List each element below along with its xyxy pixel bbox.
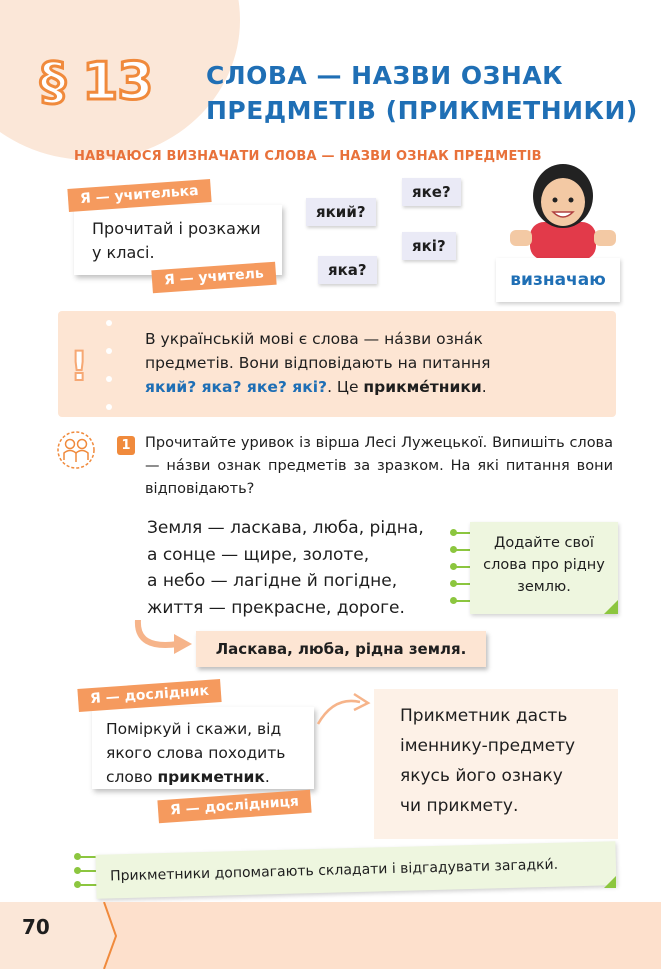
- note-bullet: [450, 580, 457, 587]
- task-number: 1: [117, 436, 135, 455]
- fact-line: Прикметник дасть: [400, 706, 568, 726]
- note-fold-corner: [604, 600, 620, 616]
- arrow-icon: [314, 688, 376, 730]
- rule-dot: [106, 404, 112, 410]
- note-line: Додайте свої: [494, 535, 594, 551]
- girl-face: [541, 178, 585, 226]
- question-card-yake: яке?: [402, 178, 461, 206]
- footer-bullet: [74, 881, 81, 888]
- instruction-line-2: у класі.: [92, 243, 155, 262]
- poem: [147, 515, 424, 621]
- footer-bullet: [74, 853, 81, 860]
- add-words-note: [470, 522, 618, 614]
- rule-dot: [106, 376, 112, 382]
- research-line-2: якого слова походить: [106, 744, 286, 762]
- fact-line: чи прикмету.: [400, 796, 519, 816]
- adjective-fact-box: [374, 689, 618, 839]
- tag-teacher-male: Я — учитель: [151, 262, 276, 294]
- title-line-2: ПРЕДМЕТІВ (ПРИКМЕТНИКИ): [206, 96, 638, 125]
- task-text: Прочитайте уривок із вірша Лесі Лужецької. Випишіть слова — на́зви ознак предметів за зразком. На які питання вони відповідають?: [145, 435, 613, 497]
- note-line: землю.: [517, 579, 571, 595]
- instruction-line-1: Прочитай і розкажи: [92, 219, 261, 238]
- footer-note: Прикметники допомагають складати і відгадувати загадки́.: [96, 841, 617, 899]
- subtitle: НАВЧАЮСЯ ВИЗНАЧАТИ СЛОВА — НАЗВИ ОЗНАК ПРЕДМЕТІВ: [74, 149, 542, 164]
- research-card: [92, 707, 314, 789]
- girl-hand-left: [510, 230, 532, 246]
- research-end: .: [264, 768, 270, 786]
- research-term: прикметник: [157, 768, 265, 786]
- note-bullet: [450, 529, 457, 536]
- rule-dot: [106, 320, 112, 326]
- note-bullet: [450, 597, 457, 604]
- girl-eye-left: [553, 198, 558, 203]
- footer-bullet: [74, 867, 81, 874]
- poem-line: життя — прекрасне, дороге.: [147, 597, 405, 618]
- rule-line-1: В українській мові є слова — на́зви озна́к: [145, 330, 483, 348]
- rule-end: .: [481, 378, 487, 396]
- girl-label-card: визначаю: [496, 258, 620, 302]
- fact-line: якусь його ознаку: [400, 766, 563, 786]
- girl-eye-right: [569, 198, 574, 203]
- note-line: слова про рідну: [483, 557, 605, 573]
- girl-illustration: [510, 160, 616, 260]
- page-number: 70: [22, 915, 50, 939]
- section-number: § 13: [40, 52, 153, 112]
- question-card-yaka: яка?: [318, 256, 377, 284]
- page-title: [206, 58, 638, 128]
- research-prefix: слово: [106, 768, 158, 786]
- note-bullet: [450, 546, 457, 553]
- pair-work-icon: [56, 430, 96, 470]
- note-bullet: [450, 563, 457, 570]
- poem-line: а небо — лагідне й погідне,: [147, 571, 398, 591]
- poem-line: а сонце — щире, золоте,: [147, 544, 370, 565]
- tag-researcher-female: Я — дослідниця: [157, 790, 311, 824]
- tag-teacher-female: Я — учителька: [67, 179, 211, 212]
- poem-line: Земля — ласкава, люба, рідна,: [147, 518, 424, 538]
- sample-answer-box: Ласкава, люба, рідна земля.: [196, 631, 486, 667]
- page-number-tab: [0, 902, 130, 969]
- question-card-yakyi: який?: [306, 198, 376, 226]
- rule-line-3: [145, 375, 579, 399]
- research-line-1: Поміркуй і скажи, від: [106, 720, 282, 738]
- title-line-1: СЛОВА — НАЗВИ ОЗНАК: [206, 61, 564, 90]
- question-card-yaki: які?: [402, 232, 456, 260]
- curved-arrow-icon: [128, 620, 198, 660]
- fact-line: іменнику-предмету: [400, 736, 576, 756]
- tag-researcher-male: Я — дослідник: [77, 679, 221, 712]
- rule-term: прикме́тники: [363, 378, 482, 396]
- exclamation-icon: !: [70, 344, 89, 390]
- rule-dot: [106, 348, 112, 354]
- research-line-3: [106, 765, 270, 789]
- rule-text: [145, 327, 579, 399]
- girl-hand-right: [594, 230, 616, 246]
- rule-questions: який? яка? яке? які?: [145, 378, 328, 396]
- rule-tail: . Це: [327, 378, 364, 396]
- rule-line-2: предметів. Вони відповідають на питання: [145, 354, 491, 372]
- footer-fold-corner: [604, 876, 618, 890]
